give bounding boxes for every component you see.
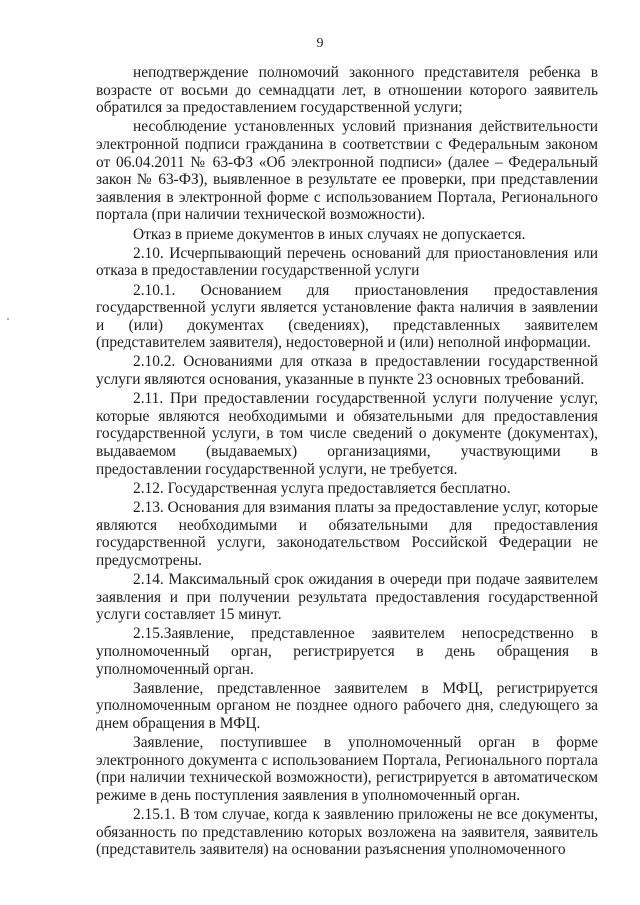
paragraph-2-13: 2.13. Основания для взимания платы за предоставление услуг, которые являются необходимыми и обязательными для предоставления государственной услуги, законодательством Российской Федерации не предусмотрены. xyxy=(96,499,598,569)
paragraph-electronic-signature: несоблюдение установленных условий признания действительности электронной подписи гражданина в соответствии с Федеральным законом от 06.04.2011 № 63-ФЗ «Об электронной подписи» (далее – Федеральный закон № 63-ФЗ), выявленное в результате ее проверки, при представлении заявления в электронной форме с использованием Портала, Регионального портала (при наличии технической возможности). xyxy=(96,118,598,224)
paragraph-mfc-registration: Заявление, представленное заявителем в МФЦ, регистрируется уполномоченным органом не позднее одного рабочего дня, следующего за днем обращения в МФЦ. xyxy=(96,679,598,732)
scan-artifact xyxy=(7,318,9,320)
paragraph-nonconfirmation-of-authority: неподтверждение полномочий законного представителя ребенка в возрасте от восьми до семнадцати лет, в отношении которого заявитель обратился за предоставлением государственной услуги; xyxy=(96,64,598,117)
page-number: 9 xyxy=(316,36,324,51)
body-text xyxy=(96,64,598,859)
paragraph-2-15-1: 2.15.1. В том случае, когда к заявлению приложены не все документы, обязанность по представлению которых возложена на заявителя, заявитель (представитель заявителя) на основании разъяснения уполномоченного xyxy=(96,806,598,859)
paragraph-2-10-1: 2.10.1. Основанием для приостановления предоставления государственной услуги является установление факта наличия в заявлении и (или) документах (сведениях), представленных заявителем (представителем заявителя), недостоверной и (или) неполной информации. xyxy=(96,281,598,352)
paragraph-2-10-2: 2.10.2. Основаниями для отказа в предоставлении государственной услуги являются основания, указанные в пункте 23 основных требований. xyxy=(96,353,598,389)
paragraph-2-10: 2.10. Исчерпывающий перечень оснований для приостановления или отказа в предоставлении государственной услуги xyxy=(96,244,598,280)
paragraph-2-12: 2.12. Государственная услуга предоставляется бесплатно. xyxy=(133,479,511,497)
paragraph-electronic-registration: Заявление, поступившее в уполномоченный орган в форме электронного документа с использованием Портала, Регионального портала (при наличии технической возможности), регистрируется в автоматическом режиме в день поступления заявления в уполномоченный орган. xyxy=(96,734,598,804)
paragraph-no-other-refusal: Отказ в приеме документов в иных случаях не допускается. xyxy=(133,225,526,243)
paragraph-2-11: 2.11. При предоставлении государственной услуги получение услуг, которые являются необходимыми и обязательными для предоставления государственной услуги, в том числе сведений о документе (документах), выдаваемом (выдаваемых) организациями, участвующими в предоставлении государственной услуги, не требуется. xyxy=(96,390,598,478)
paragraph-2-15: 2.15.Заявление, представленное заявителем непосредственно в уполномоченный орган, регистрируется в день обращения в уполномоченный орган. xyxy=(96,625,598,678)
paragraph-2-14: 2.14. Максимальный срок ожидания в очереди при подаче заявителем заявления и при получении результата предоставления государственной услуги составляет 15 минут. xyxy=(96,570,598,624)
